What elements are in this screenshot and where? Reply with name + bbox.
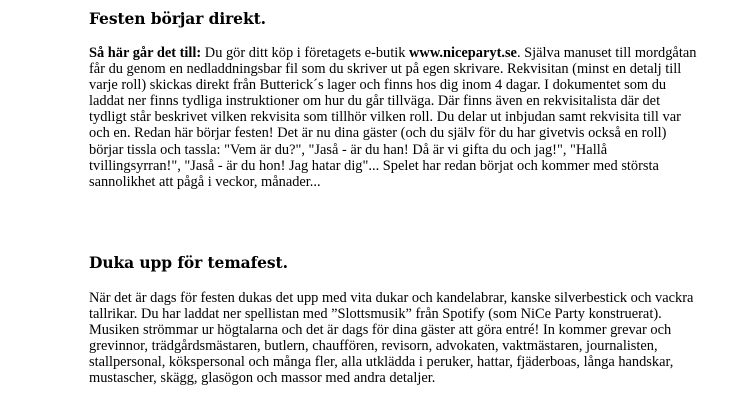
- paragraph-text-b: . Själva manuset till mordgåtan får du genom en nedladdningsbar fil som du skriver ut på egen skrivare. Rekvisitan (minst en detalj till varje roll) skickas direkt från Butterick´s lager och finns hos dig inom 4 dagar. I dokumentet som du laddat ner finns tydliga instruktioner om hur du går tillväga. Där finns även en rekvisitalista där det tydligt står beskrivet vilken rekvisita som tillhör vilken roll. Du delar ut inbjudan samt rekvisita till var och en. Redan här börjar festen! Det är nu dina gäster (och du själv för du har givetvis också en roll) börjar tissla och tassla: "Vem är du?", "Jaså - är du han! Då är vi gifta du och jag!", "Hallå tvillingsyrran!", "Jaså - är du hon! Jag hatar dig"... Spelet har redan börjat och kommer med största sannolikhet att pågå i veckor, månader...: [89, 45, 697, 190]
- lead-label: Så här går det till:: [89, 45, 202, 61]
- section-heading-duka: Duka upp för temafest.: [89, 253, 288, 272]
- paragraph-how-it-works: [89, 45, 699, 190]
- paragraph-table-setting: När det är dags för festen dukas det upp med vita dukar och kandelabrar, kanske silverbestick och vackra tallrikar. Du har laddat ner spellistan med ”Slottsmusik” från Spotify (som NiCe Party konstruerat). Musiken strömmar ur högtalarna och det är dags för dina gäster att göra entré! In kommer grevar och grevinnor, trädgårdsmästaren, butlern, chauffören, revisorn, advokaten, vaktmästaren, journalisten, stallpersonal, kökspersonal och många fler, alla utklädda i peruker, hattar, fjäderboas, långa handskar, mustascher, skägg, glasögon och massor med andra detaljer.: [89, 290, 694, 387]
- paragraph-text-a: Du gör ditt köp i företagets e-butik: [201, 45, 410, 61]
- shop-link[interactable]: www.niceparyt.se: [409, 45, 517, 61]
- section-heading-festen: Festen börjar direkt.: [89, 9, 266, 28]
